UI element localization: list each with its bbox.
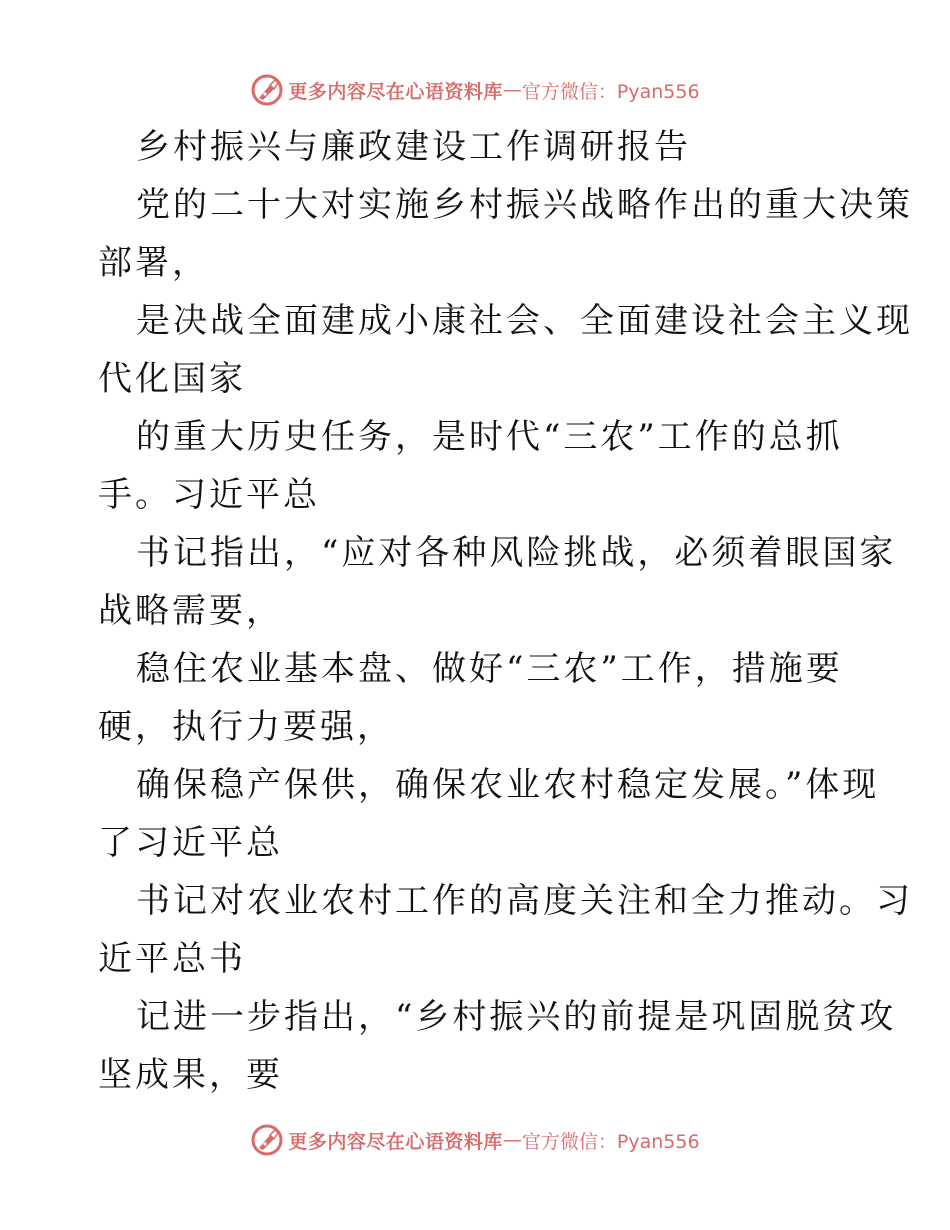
- watermark-separator: —: [502, 1129, 522, 1151]
- text-line: 部署，: [98, 243, 209, 283]
- text-line: 手。习近平总: [98, 475, 320, 515]
- text-line: 记进一步指出，“乡村振兴的前提是巩固脱贫攻: [136, 997, 897, 1037]
- document-title: 乡村振兴与廉政建设工作调研报告: [136, 127, 691, 167]
- watermark-separator: —: [502, 79, 522, 101]
- text-line: 是决战全面建成小康社会、全面建设社会主义现: [136, 301, 913, 341]
- watermark-site-name: 更多内容尽在心语资料库: [288, 1130, 503, 1153]
- text-line: 书记指出，“应对各种风险挑战，必须着眼国家: [136, 533, 897, 573]
- text-line: 硬，执行力要强，: [98, 707, 394, 747]
- text-line: 书记对农业农村工作的高度关注和全力推动。习: [136, 881, 913, 921]
- text-line: 代化国家: [98, 359, 246, 399]
- pen-nib-logo-icon: [250, 73, 284, 107]
- watermark-site-name: 更多内容尽在心语资料库: [288, 80, 503, 103]
- footer-watermark: [0, 1120, 950, 1160]
- text-line: 确保稳产保供，确保农业农村稳定发展。”体现: [136, 765, 880, 805]
- text-line: 坚成果，要: [98, 1055, 283, 1095]
- text-line: 了习近平总: [98, 823, 283, 863]
- header-watermark: [0, 70, 950, 110]
- text-line: 稳住农业基本盘、做好“三农”工作，措施要: [136, 649, 843, 689]
- text-line: 的重大历史任务，是时代“三农”工作的总抓: [136, 417, 843, 457]
- pen-nib-logo-icon: [250, 1123, 284, 1157]
- text-line: 党的二十大对实施乡村振兴战略作出的重大决策: [136, 185, 913, 225]
- watermark-contact: 官方微信：Pyan556: [521, 1130, 700, 1153]
- watermark-contact: 官方微信：Pyan556: [521, 80, 700, 103]
- text-line: 战略需要，: [98, 591, 283, 631]
- text-line: 近平总书: [98, 939, 246, 979]
